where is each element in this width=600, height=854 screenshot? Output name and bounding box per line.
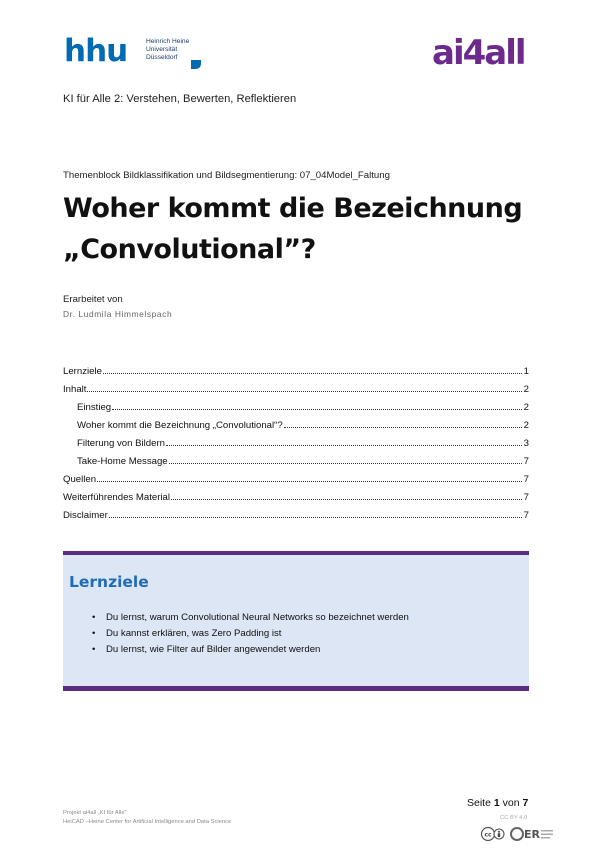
toc-leader (171, 499, 522, 500)
bullet-icon: • (92, 644, 96, 655)
list-item (92, 626, 512, 642)
toc-leader (166, 445, 522, 446)
hhu-logo-mark: hhu (64, 33, 128, 69)
toc-entry-label: Inhalt (63, 384, 87, 395)
toc-entry-page: 3 (523, 438, 529, 449)
toc-leader (109, 517, 522, 518)
toc-entry-label: Filterung von Bildern (77, 438, 165, 449)
list-item (92, 642, 512, 658)
lernziel-text: Du lernst, wie Filter auf Bilder angewendet werden (106, 644, 321, 655)
list-item (92, 610, 512, 626)
toc-entry-bezeichnung[interactable] (63, 413, 529, 431)
hhu-logo-subtitle: Heinrich Heine Universität Düsseldorf (146, 38, 190, 62)
author-name: Dr. Ludmila Himmelspach (63, 309, 173, 319)
toc-leader (169, 463, 522, 464)
toc-entry-page: 7 (523, 510, 529, 521)
ai4all-logo (432, 32, 544, 72)
lernziele-heading: Lernziele (69, 573, 149, 591)
author-label: Erarbeitet von (63, 294, 123, 305)
toc-leader (103, 373, 522, 374)
toc-entry-inhalt[interactable] (63, 377, 529, 395)
toc-entry-label: Einstieg (77, 402, 112, 413)
themenblock-label: Themenblock Bildklassifikation und Bildsegmentierung: 07_04Model_Faltung (63, 170, 390, 181)
oer-logo (510, 826, 554, 842)
bullet-icon: • (92, 612, 96, 623)
toc-leader (284, 427, 522, 428)
toc-entry-page: 2 (523, 384, 529, 395)
toc-entry-label: Lernziele (63, 366, 102, 377)
toc-leader (112, 409, 522, 410)
toc-entry-einstieg[interactable] (63, 395, 529, 413)
course-title: KI für Alle 2: Verstehen, Bewerten, Reflektieren (63, 93, 297, 105)
lernziele-list (92, 610, 512, 658)
page-mid: von (499, 797, 523, 809)
toc-entry-lernziele[interactable] (63, 359, 529, 377)
toc-entry-label: Weiterführendes Material (63, 492, 171, 503)
lernziel-text: Du lernst, warum Convolutional Neural Networks so bezeichnet werden (106, 612, 409, 623)
table-of-contents (63, 359, 529, 521)
toc-leader (97, 481, 522, 482)
toc-entry-page: 7 (523, 474, 529, 485)
toc-entry-weiterfuehrendes[interactable] (63, 485, 529, 503)
document-title: Woher kommt die Bezeichnung „Convolutional”? (63, 193, 523, 265)
footer-project: Projekt ai4all „KI für Alle“ (63, 810, 127, 816)
toc-entry-label: Disclaimer (63, 510, 108, 521)
toc-entry-disclaimer[interactable] (63, 503, 529, 521)
toc-entry-label: Quellen (63, 474, 97, 485)
hhu-logo-shape (191, 60, 201, 69)
toc-entry-quellen[interactable] (63, 467, 529, 485)
toc-entry-page: 2 (523, 420, 529, 431)
page-number (467, 797, 528, 809)
toc-entry-page: 7 (523, 456, 529, 467)
lernziele-box-bottom-border (63, 686, 529, 691)
toc-entry-label: Woher kommt die Bezeichnung „Convolutional“? (77, 420, 283, 431)
ai4all-logo-text: ai4all (432, 33, 525, 72)
toc-entry-filterung[interactable] (63, 431, 529, 449)
toc-entry-label: Take-Home Message (77, 456, 168, 467)
cc-by-icon (481, 826, 505, 842)
license-label: CC BY 4.0 (500, 815, 528, 821)
footer-center: HeiCAD –Heine Center for Artificial Intelligence and Data Science (63, 819, 232, 825)
bullet-icon: • (92, 628, 96, 639)
toc-entry-take-home[interactable] (63, 449, 529, 467)
svg-text:ER: ER (524, 828, 540, 841)
toc-leader (87, 391, 522, 392)
lernziele-box-top-border (63, 551, 529, 555)
toc-entry-page: 1 (523, 366, 529, 377)
svg-text:cc: cc (484, 831, 492, 839)
toc-entry-page: 2 (523, 402, 529, 413)
page-prefix: Seite (467, 797, 494, 809)
lernziel-text: Du kannst erklären, was Zero Padding ist (106, 628, 282, 639)
page-total: 7 (522, 797, 529, 809)
hhu-logo (64, 34, 204, 72)
toc-entry-page: 7 (523, 492, 529, 503)
page-current: 1 (493, 797, 500, 809)
